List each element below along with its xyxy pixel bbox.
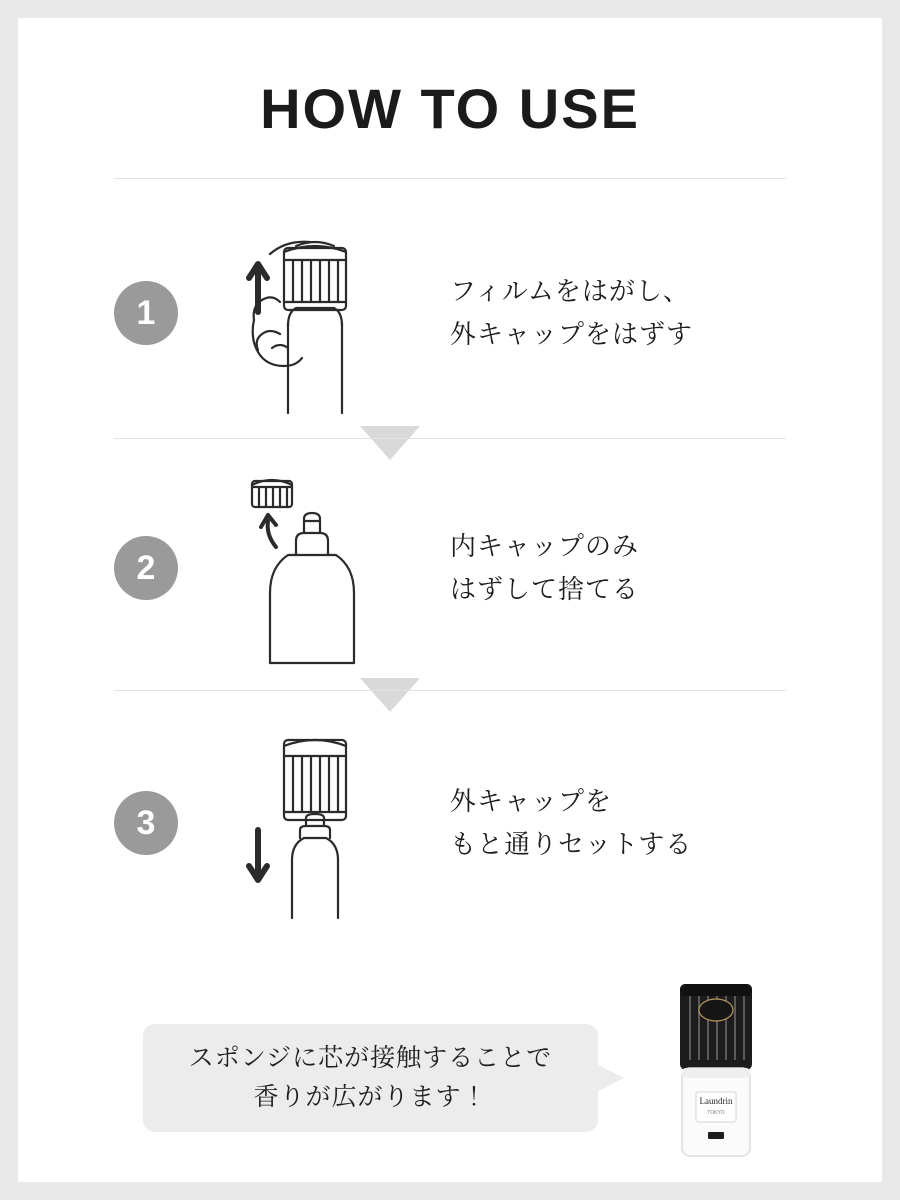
step-1 <box>114 208 786 418</box>
svg-text:TOKYO: TOKYO <box>707 1110 725 1116</box>
callout-bubble <box>143 1024 598 1132</box>
hand-removing-outer-cap-icon <box>192 208 432 418</box>
step-1-caption-line-2: 外キャップをはずす <box>450 319 694 349</box>
divider-mid-1 <box>114 438 786 439</box>
step-2 <box>114 463 786 673</box>
step-3-illustration <box>192 718 432 928</box>
divider-top <box>114 178 786 179</box>
step-3-caption-line-1: 外キャップを <box>450 786 613 817</box>
step-2-badge: 2 <box>114 536 178 600</box>
step-1-badge: 1 <box>114 281 178 345</box>
step-3 <box>114 718 786 928</box>
step-1-caption-line-1: フィルムをはがし、 <box>450 276 690 307</box>
product-image <box>666 980 766 1162</box>
step-2-caption <box>432 525 786 611</box>
callout-line-1: スポンジに芯が接触することで <box>188 1044 553 1073</box>
step-3-caption <box>432 780 786 866</box>
product-bottle-icon <box>666 980 766 1162</box>
step-2-caption-line-1: 内キャップのみ <box>450 531 640 562</box>
instruction-card <box>18 18 882 1182</box>
svg-text:Laundrin: Laundrin <box>699 1096 733 1106</box>
step-2-caption-line-2: はずして捨てる <box>450 574 640 604</box>
arrow-step-2-to-3 <box>18 678 882 717</box>
step-1-illustration <box>192 208 432 418</box>
divider-mid-2 <box>114 690 786 691</box>
callout-text <box>189 1039 552 1117</box>
arrow-step-1-to-2 <box>18 426 882 465</box>
step-3-badge: 3 <box>114 791 178 855</box>
inner-cap-detached-icon <box>192 463 432 673</box>
step-3-caption-line-2: もと通りセットする <box>450 829 693 859</box>
page-title: HOW TO USE <box>260 77 640 140</box>
step-2-illustration <box>192 463 432 673</box>
outer-cap-reattach-icon <box>192 718 432 928</box>
step-1-caption <box>432 270 786 356</box>
callout-line-2: 香りが広がります！ <box>253 1083 488 1111</box>
